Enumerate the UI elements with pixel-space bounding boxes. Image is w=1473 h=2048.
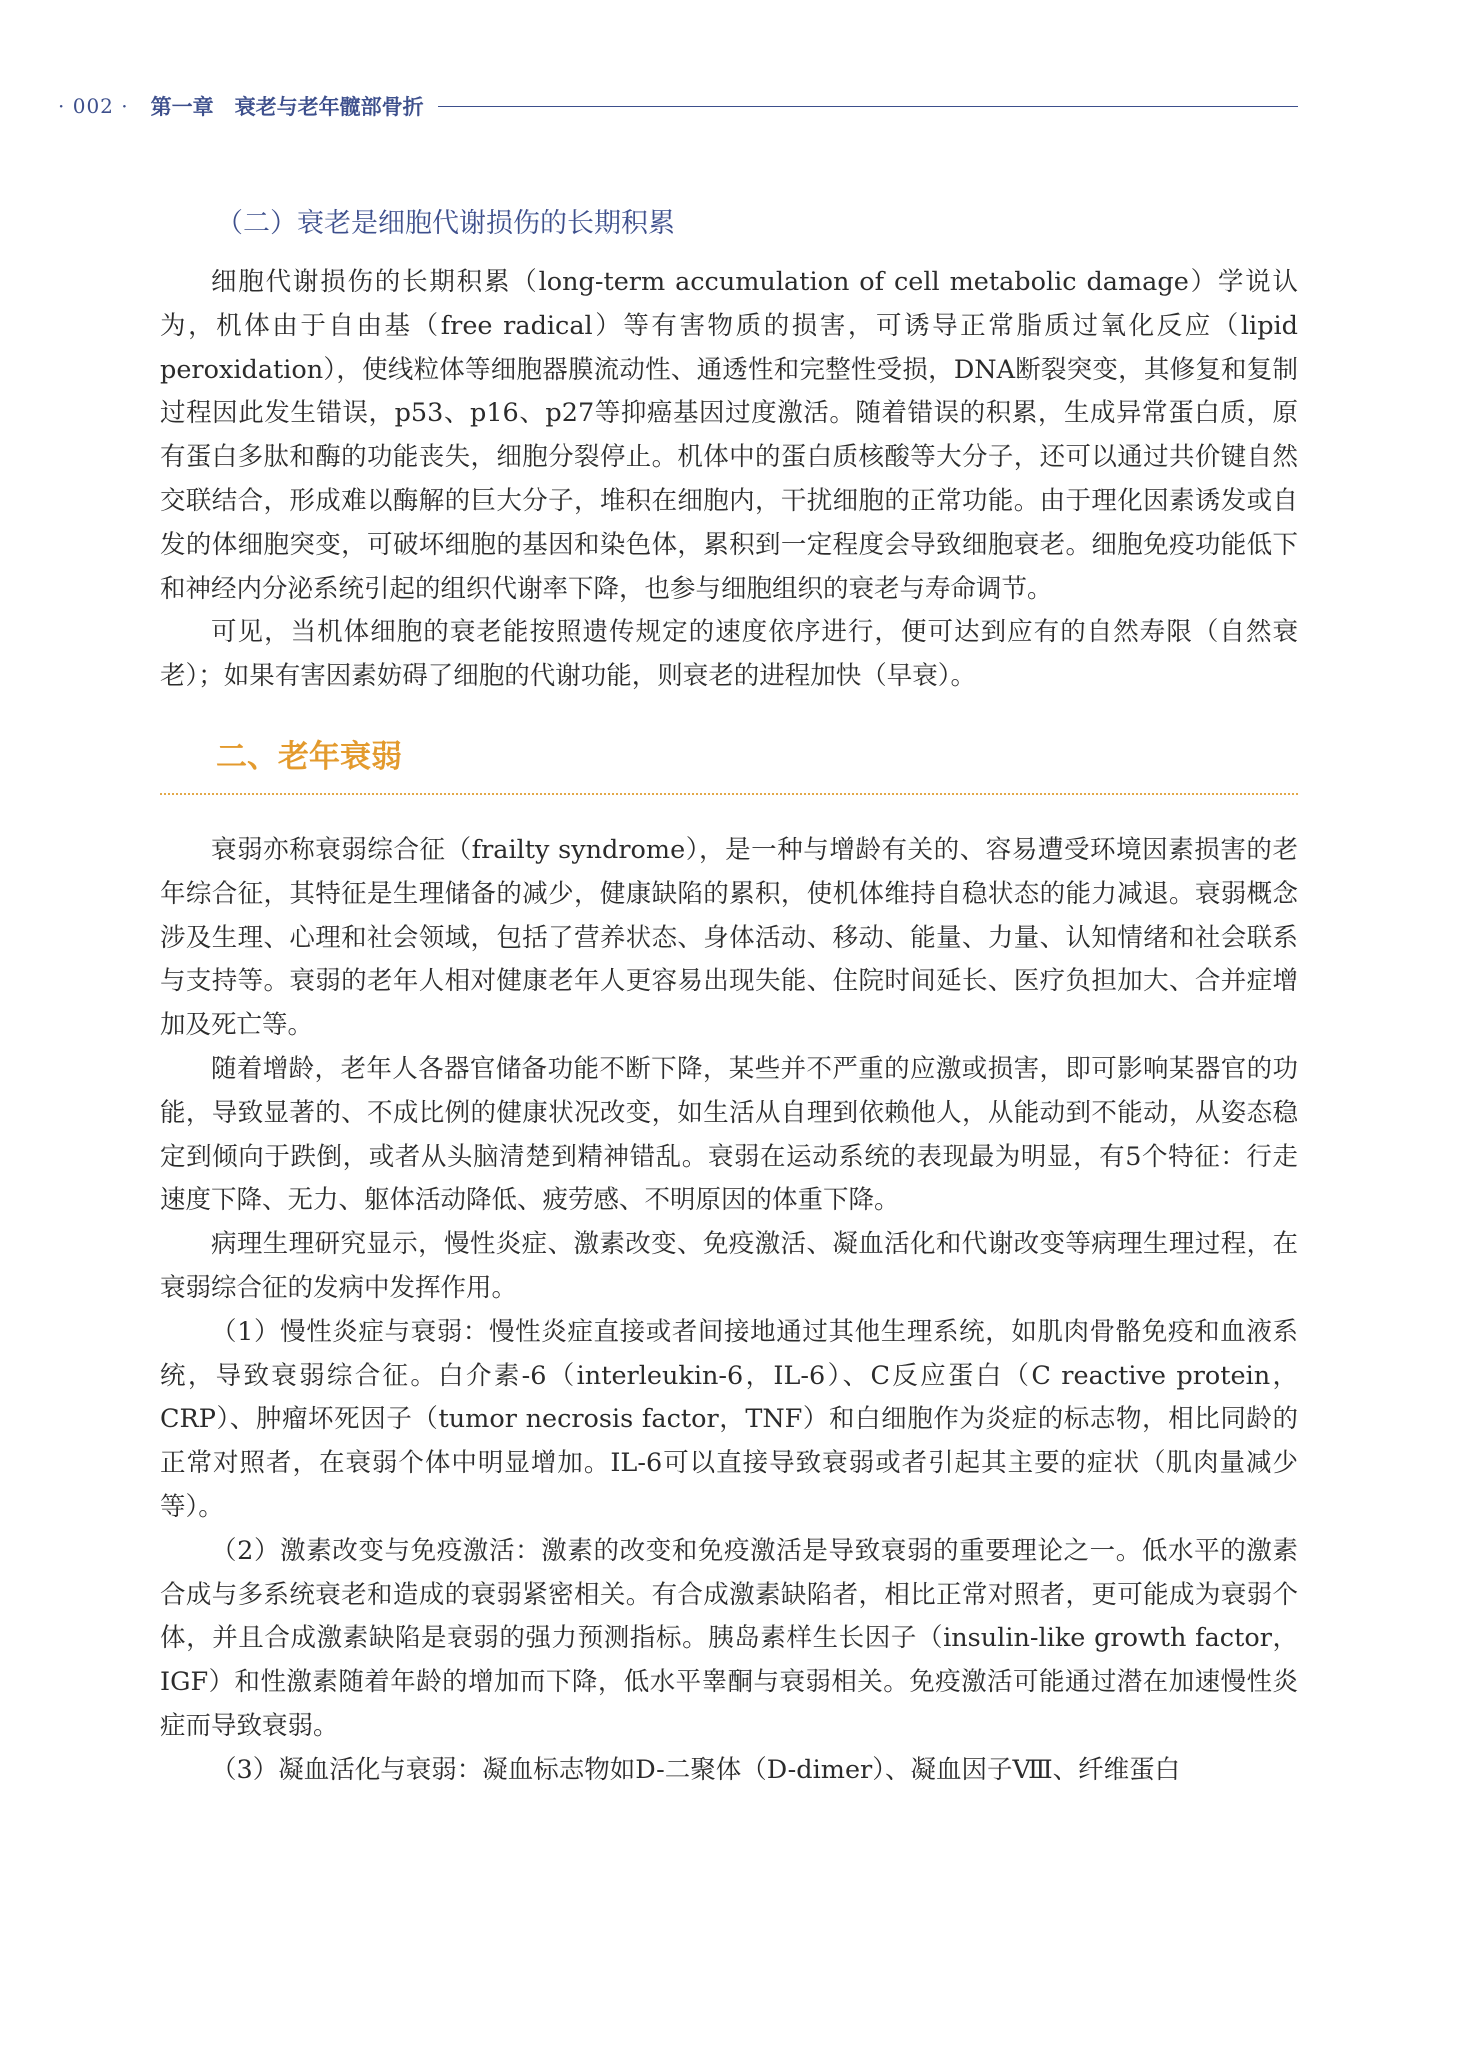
page-body	[160, 205, 1298, 1793]
section-divider	[160, 793, 1298, 795]
paragraph: 可见，当机体细胞的衰老能按照遗传规定的速度依序进行，便可达到应有的自然寿限（自然衰老）；如果有害因素妨碍了细胞的代谢功能，则衰老的进程加快（早衰）。	[160, 617, 1298, 692]
paragraph: （1）慢性炎症与衰弱：慢性炎症直接或者间接地通过其他生理系统，如肌肉骨骼免疫和血液系统，导致衰弱综合征。白介素-6（interleukin-6，IL-6）、C反应蛋白（C reactive protein，CRP）、肿瘤坏死因子（tumor necrosis factor，TNF）和白细胞作为炎症的标志物，相比同龄的正常对照者，在衰弱个体中明显增加。IL-6可以直接导致衰弱或者引起其主要的症状（肌肉量减少等）。	[160, 1316, 1298, 1522]
header-rule	[438, 106, 1298, 107]
chapter-title: 第一章 衰老与老年髋部骨折	[150, 95, 424, 119]
paragraph: （2）激素改变与免疫激活：激素的改变和免疫激活是导致衰弱的重要理论之一。低水平的激素合成与多系统衰老和造成的衰弱紧密相关。有合成激素缺陷者，相比正常对照者，更可能成为衰弱个体，并且合成激素缺陷是衰弱的强力预测指标。胰岛素样生长因子（insulin-like growth factor，IGF）和性激素随着年龄的增加而下降，低水平睾酮与衰弱相关。免疫激活可能通过潜在加速慢性炎症而导致衰弱。	[160, 1535, 1298, 1741]
paragraph: （3）凝血活化与衰弱：凝血标志物如D-二聚体（D-dimer）、凝血因子Ⅷ、纤维蛋白	[211, 1754, 1181, 1785]
paragraph: 随着增龄，老年人各器官储备功能不断下降，某些并不严重的应激或损害，即可影响某器官的功能，导致显著的、不成比例的健康状况改变，如生活从自理到依赖他人，从能动到不能动，从姿态稳定到倾向于跌倒，或者从头脑清楚到精神错乱。衰弱在运动系统的表现最为明显，有5个特征：行走速度下降、无力、躯体活动降低、疲劳感、不明原因的体重下降。	[160, 1053, 1298, 1216]
subsection-heading: （二）衰老是细胞代谢损伤的长期积累	[216, 208, 675, 239]
section-heading: 二、老年衰弱	[216, 738, 402, 775]
running-header	[58, 88, 1298, 124]
page-number: · 002 ·	[58, 94, 129, 118]
paragraph: 衰弱亦称衰弱综合征（frailty syndrome），是一种与增龄有关的、容易遭受环境因素损害的老年综合征，其特征是生理储备的减少，健康缺陷的累积，使机体维持自稳状态的能力减退。衰弱概念涉及生理、心理和社会领域，包括了营养状态、身体活动、移动、能量、力量、认知情绪和社会联系与支持等。衰弱的老年人相对健康老年人更容易出现失能、住院时间延长、医疗负担加大、合并症增加及死亡等。	[160, 834, 1298, 1041]
paragraph: 病理生理研究显示，慢性炎症、激素改变、免疫激活、凝血活化和代谢改变等病理生理过程，在衰弱综合征的发病中发挥作用。	[160, 1229, 1298, 1303]
paragraph: 细胞代谢损伤的长期积累（long-term accumulation of cell metabolic damage）学说认为，机体由于自由基（free radical）等有害物质的损害，可诱导正常脂质过氧化反应（lipid peroxidation），使线粒体等细胞器膜流动性、通透性和完整性受损，DNA断裂突变，其修复和复制过程因此发生错误，p53、p16、p27等抑癌基因过度激活。随着错误的积累，生成异常蛋白质，原有蛋白多肽和酶的功能丧失，细胞分裂停止。机体中的蛋白质核酸等大分子，还可以通过共价键自然交联结合，形成难以酶解的巨大分子，堆积在细胞内，干扰细胞的正常功能。由于理化因素诱发或自发的体细胞突变，可破坏细胞的基因和染色体，累积到一定程度会导致细胞衰老。细胞免疫功能低下和神经内分泌系统引起的组织代谢率下降，也参与细胞组织的衰老与寿命调节。	[160, 267, 1298, 604]
